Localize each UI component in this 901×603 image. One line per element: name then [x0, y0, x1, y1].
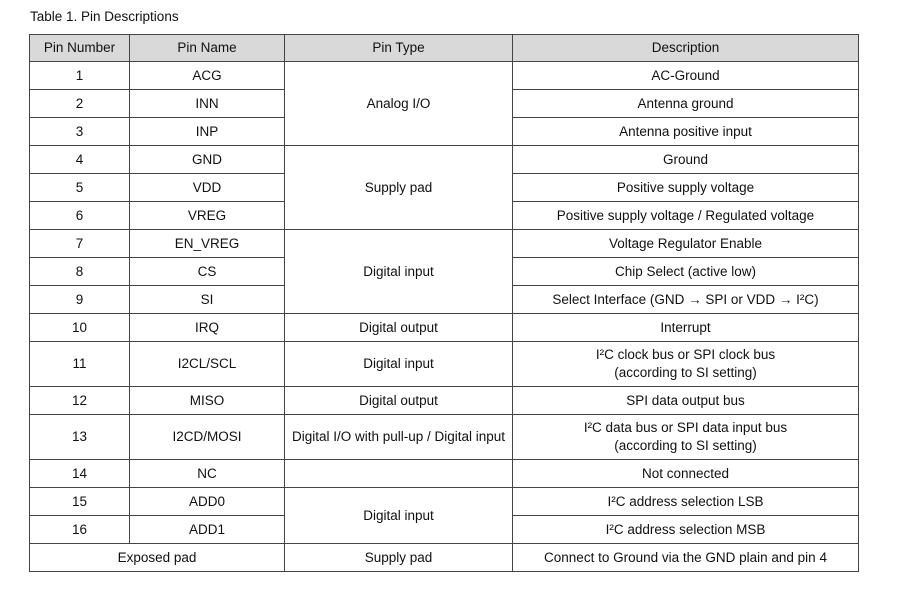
- pin-name: ACG: [130, 62, 285, 90]
- table-row: [30, 62, 859, 90]
- table-row: [30, 415, 859, 460]
- pin-name: CS: [130, 258, 285, 286]
- pin-number: 13: [30, 415, 130, 460]
- exposed-pad-label: Exposed pad: [30, 544, 285, 572]
- pin-number: 7: [30, 230, 130, 258]
- pin-name: VREG: [130, 202, 285, 230]
- pin-name: ADD1: [130, 516, 285, 544]
- pin-description: Connect to Ground via the GND plain and pin 4: [513, 544, 859, 572]
- pin-description: Select Interface (GND → SPI or VDD → I²C): [513, 286, 859, 314]
- pin-number: 6: [30, 202, 130, 230]
- table-row: [30, 387, 859, 415]
- table-row: [30, 230, 859, 258]
- pin-description: Chip Select (active low): [513, 258, 859, 286]
- pin-number: 9: [30, 286, 130, 314]
- pin-name: SI: [130, 286, 285, 314]
- pin-description: I²C address selection MSB: [513, 516, 859, 544]
- pin-description: I²C address selection LSB: [513, 488, 859, 516]
- pin-type: Analog I/O: [285, 62, 513, 146]
- pin-number: 14: [30, 460, 130, 488]
- pin-name: I2CD/MOSI: [130, 415, 285, 460]
- pin-type: Digital input: [285, 342, 513, 387]
- pin-description: Not connected: [513, 460, 859, 488]
- pin-number: 5: [30, 174, 130, 202]
- table-row: [30, 342, 859, 387]
- pin-name: IRQ: [130, 314, 285, 342]
- description-line: (according to SI setting): [614, 438, 757, 453]
- header-description: Description: [513, 35, 859, 62]
- pin-name: GND: [130, 146, 285, 174]
- pin-description: Ground: [513, 146, 859, 174]
- pin-number: 10: [30, 314, 130, 342]
- description-line: (according to SI setting): [614, 365, 757, 380]
- pin-name: INN: [130, 90, 285, 118]
- pin-description: Antenna positive input: [513, 118, 859, 146]
- pin-type: Supply pad: [285, 146, 513, 230]
- pin-type-empty: [285, 460, 513, 488]
- pin-description: Antenna ground: [513, 90, 859, 118]
- pin-description: Positive supply voltage: [513, 174, 859, 202]
- pin-number: 12: [30, 387, 130, 415]
- pin-descriptions-table: [29, 34, 859, 572]
- pin-type: Supply pad: [285, 544, 513, 572]
- pin-type: Digital input: [285, 230, 513, 314]
- header-row: [30, 35, 859, 62]
- table-row: [30, 314, 859, 342]
- pin-type: Digital input: [285, 488, 513, 544]
- pin-description: Interrupt: [513, 314, 859, 342]
- table-row: [30, 146, 859, 174]
- pin-number: 3: [30, 118, 130, 146]
- pin-description: [513, 415, 859, 460]
- pin-type: Digital output: [285, 314, 513, 342]
- pin-type: Digital output: [285, 387, 513, 415]
- table-row: [30, 488, 859, 516]
- pin-name: EN_VREG: [130, 230, 285, 258]
- pin-description: [513, 342, 859, 387]
- description-line: I²C clock bus or SPI clock bus: [595, 347, 776, 362]
- header-pin-type: Pin Type: [285, 35, 513, 62]
- pin-name: INP: [130, 118, 285, 146]
- pin-description: AC-Ground: [513, 62, 859, 90]
- pin-number: 11: [30, 342, 130, 387]
- pin-number: 2: [30, 90, 130, 118]
- pin-name: ADD0: [130, 488, 285, 516]
- pin-description: SPI data output bus: [513, 387, 859, 415]
- pin-number: 16: [30, 516, 130, 544]
- pin-name: VDD: [130, 174, 285, 202]
- pin-number: 8: [30, 258, 130, 286]
- pin-name: I2CL/SCL: [130, 342, 285, 387]
- exposed-pad-row: [30, 544, 859, 572]
- pin-description: Voltage Regulator Enable: [513, 230, 859, 258]
- pin-name: MISO: [130, 387, 285, 415]
- pin-description: Positive supply voltage / Regulated voltage: [513, 202, 859, 230]
- pin-number: 4: [30, 146, 130, 174]
- pin-name: NC: [130, 460, 285, 488]
- table-caption: Table 1. Pin Descriptions: [30, 9, 179, 24]
- header-pin-name: Pin Name: [130, 35, 285, 62]
- header-pin-number: Pin Number: [30, 35, 130, 62]
- description-line: I²C data bus or SPI data input bus: [583, 420, 788, 435]
- pin-number: 15: [30, 488, 130, 516]
- pin-type: Digital I/O with pull-up / Digital input: [285, 415, 513, 460]
- table-row: [30, 460, 859, 488]
- pin-number: 1: [30, 62, 130, 90]
